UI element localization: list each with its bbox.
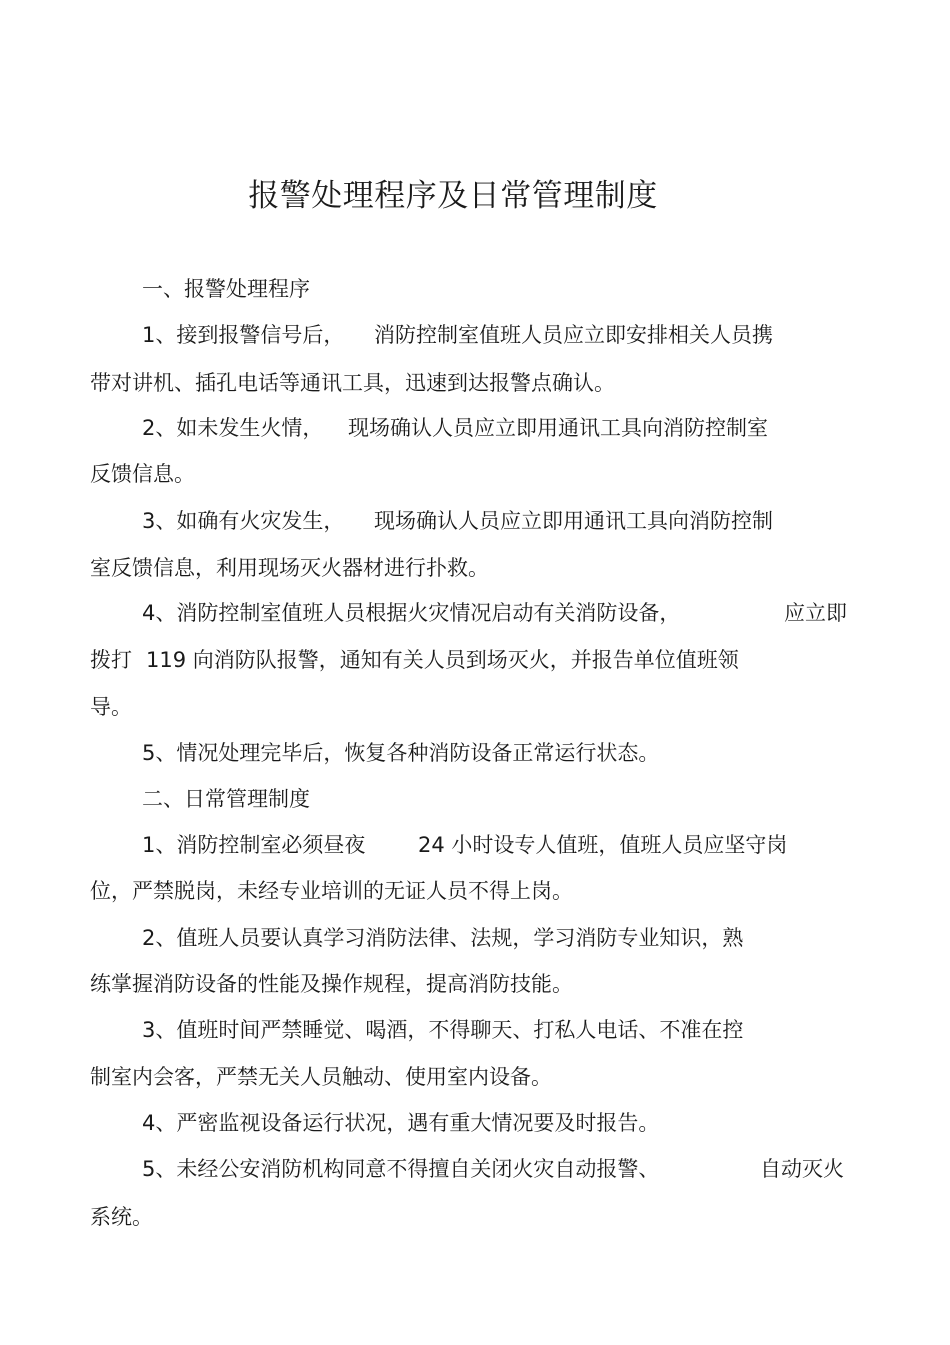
s1-item3-line1b: 现场确认人员应立即用通讯工具向消防控制	[374, 509, 773, 533]
s1-item3-line1a: 3、如确有火灾发生，	[142, 509, 345, 533]
s1-item4-line1b: 应立即	[784, 601, 847, 625]
section-heading-alarm-procedure: 一、报警处理程序	[142, 277, 310, 301]
section-heading-daily-management: 二、日常管理制度	[142, 787, 310, 811]
s2-item1-line1a: 1、消防控制室必须昼夜	[142, 833, 366, 857]
s2-item3-line1: 3、值班时间严禁睡觉、喝酒，不得聊天、打私人电话、不准在控	[142, 1018, 744, 1042]
s2-item5-line1a: 5、未经公安消防机构同意不得擅自关闭火灾自动报警、	[142, 1157, 660, 1181]
s1-item4-line2b: 119 向消防队报警，通知有关人员到场灭火，并报告单位值班领	[146, 648, 739, 672]
s1-item1-line1b: 消防控制室值班人员应立即安排相关人员携	[374, 323, 773, 347]
s2-item1-line1b: 24 小时设专人值班，值班人员应坚守岗	[418, 833, 788, 857]
s1-item5-line1: 5、情况处理完毕后，恢复各种消防设备正常运行状态。	[142, 741, 660, 765]
s1-item1-line2: 带对讲机、插孔电话等通讯工具，迅速到达报警点确认。	[90, 371, 615, 395]
s1-item2-line1a: 2、如未发生火情，	[142, 416, 324, 440]
s1-item2-line2: 反馈信息。	[90, 462, 195, 486]
s2-item3-line2: 制室内会客，严禁无关人员触动、使用室内设备。	[90, 1065, 552, 1089]
s1-item4-line2a: 拨打	[90, 648, 132, 672]
s1-item2-line1b: 现场确认人员应立即用通讯工具向消防控制室	[348, 416, 768, 440]
s2-item5-line1b: 自动灭火	[760, 1157, 844, 1181]
s1-item1-line1a: 1、接到报警信号后，	[142, 323, 345, 347]
s1-item4-line1a: 4、消防控制室值班人员根据火灾情况启动有关消防设备，	[142, 601, 681, 625]
s2-item2-line1: 2、值班人员要认真学习消防法律、法规，学习消防专业知识，熟	[142, 926, 744, 950]
s2-item1-line2: 位，严禁脱岗，未经专业培训的无证人员不得上岗。	[90, 879, 573, 903]
s2-item2-line2: 练掌握消防设备的性能及操作规程，提高消防技能。	[90, 972, 573, 996]
s2-item4-line1: 4、严密监视设备运行状况，遇有重大情况要及时报告。	[142, 1111, 660, 1135]
s1-item4-line3: 导。	[90, 695, 132, 719]
s2-item5-line2: 系统。	[90, 1205, 153, 1229]
s1-item3-line2: 室反馈信息，利用现场灭火器材进行扑救。	[90, 556, 489, 580]
document-title: 报警处理程序及日常管理制度	[248, 178, 658, 214]
